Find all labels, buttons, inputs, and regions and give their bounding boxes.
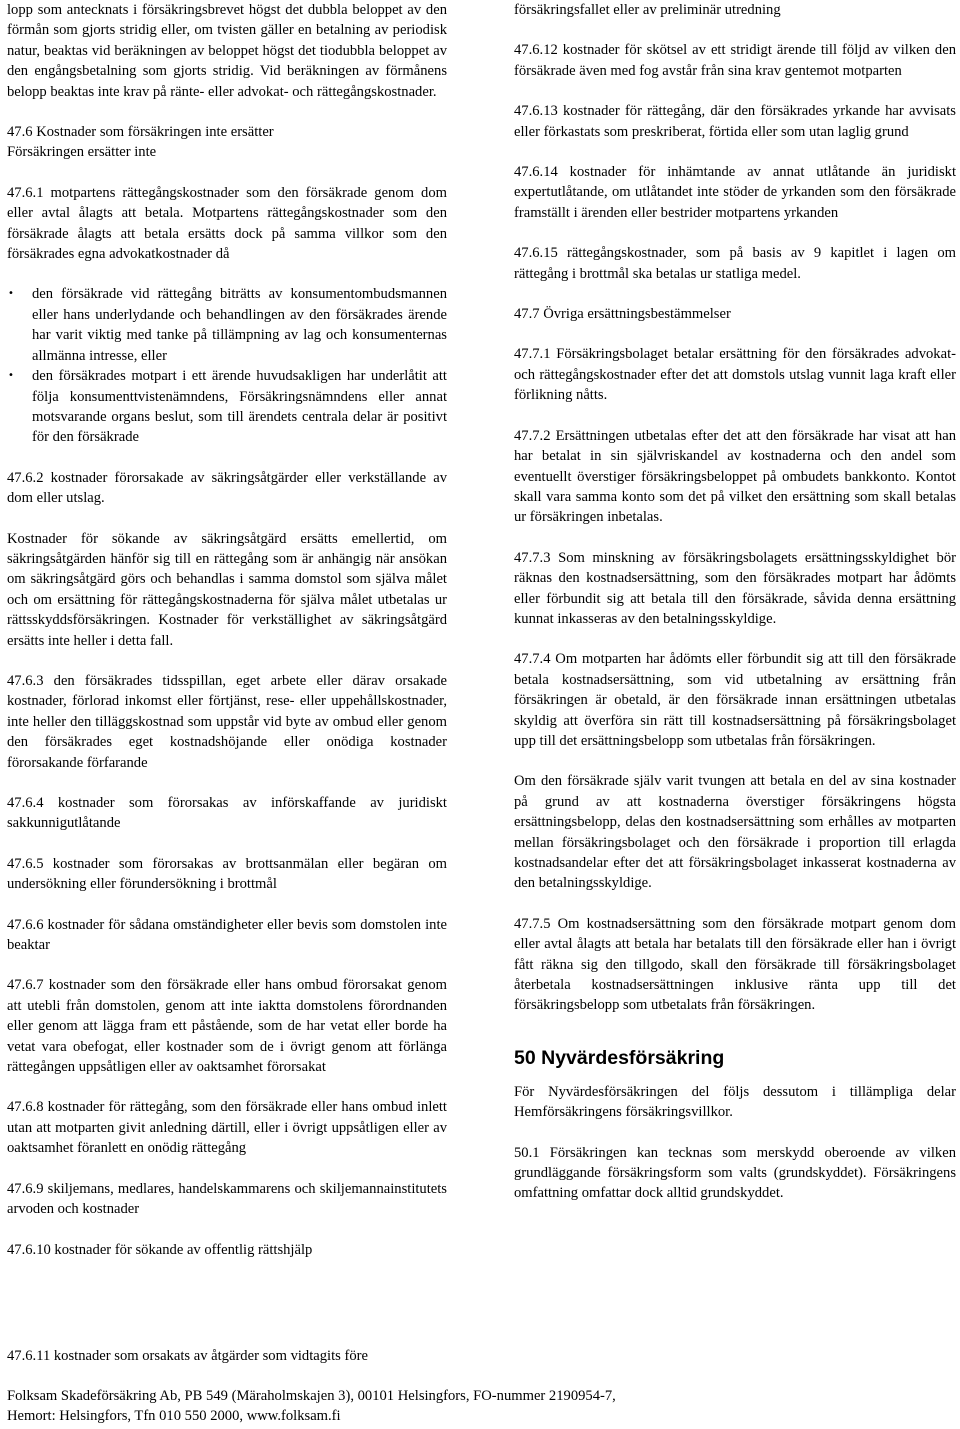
bullet-icon: • [8,370,14,382]
clause-47-6-6: 47.6.6 kostnader för sådana omständigheter eller bevis som domstolen inte beaktar [7,916,447,954]
clause-47-6-15: 47.6.15 rättegångskostnader, som på basis av 9 kapitlet i lagen om rättegång i brottmål ska betalas ur statliga medel. [514,245,956,282]
section-50-intro: För Nyvärdesförsäkringen del följs dessutom i tillämpliga delar Hemförsäkringens försäkringsvillkor. [514,1083,956,1121]
clause-47-7-2: 47.7.2 Ersättningen utbetalas efter det att den försäkrade har visat att han har betalat in sin självriskandel av kostnaderna och den andel som eventuellt överstiger försäkringsbeloppet på ombudets bankkonto. Kontot skall vara samma konto som det på vilket den ersättning som skall betalas ur försäkringen inbetalas. [514,427,956,526]
clause-47-6-10: 47.6.10 kostnader för sökande av offentlig rättshjälp [7,1241,313,1258]
page-footer [7,1386,947,1427]
clause-47-7-5: 47.7.5 Om kostnadsersättning som den försäkrade motpart genom dom eller avtal ålagts att betala har betalats till den försäkrade eller han i övrigt fått räkna sig den tillgodo, skall den försäkrade till försäkringsbolaget återbetala kostnadsersättningen inklusive ränta upp till det försäkringsbelopp som utbetalats från försäkringen. [514,915,956,1014]
footer-line-company: Folksam Skadeförsäkring Ab, PB 549 (Märaholmskajen 3), 00101 Helsingfors, FO-nummer 2190954-7, [7,1388,616,1404]
bullet-icon: • [8,288,14,300]
clause-47-7-1: 47.7.1 Försäkringsbolaget betalar ersättning för den försäkrades advokat- och rättegångskostnader efter det att domstols utslag vunnit laga kraft eller förlikning nåtts. [514,346,956,404]
clause-47-7-3: 47.7.3 Som minskning av försäkringsbolagets ersättningsskyldighet bör räknas den kostnadsersättning, som den försäkrades motpart har ådömts eller förbundit sig att betala till den försäkrade, såvida denna ersättning kunnat inkasseras av den betalningsskyldige. [514,549,956,627]
clause-47-6-13: 47.6.13 kostnader för rättegång, där den försäkrades yrkande har avvisats eller förkastats som preskriberat, förtida eller som utan laglig grund [514,103,956,140]
bullet-text: den försäkrade vid rättegång biträtts av konsumentombudsmannen eller hans underlydande och behandlingen av den försäkrades ärende har varit viktig med tanke på tillämpning av lag och konsumenternas allmänna intresse, eller [32,286,447,364]
clause-47-7-4-detail: Om den försäkrade själv varit tvungen att betala en del av sina kostnader på grund av att kostnaderna överstiger försäkringens högsta ersättningsbelopp, delas den kostnadsersättning som erhålles av motparten mellan försäkringsbolaget och den försäkrade i proportion till erlagda kostnadsandelar efter det att försäkringsbolaget inkasserat kostnaderna av den betalningsskyldige. [514,773,956,892]
clause-47-6-11-container [7,1346,447,1366]
left-column [7,0,447,1260]
clause-47-6-11: 47.6.11 kostnader som orsakats av åtgärder som vidtagits före [7,1348,368,1364]
section-heading-50: 50 Nyvärdesförsäkring [514,1046,725,1069]
clause-47-6-7: 47.6.7 kostnader som den försäkrade eller hans ombud förorsakat genom att utebli från domstolen, genom att inte iaktta domstolens förordnanden eller genom att lägga fram ett påstående, som de har vetat eller borde ha vetat vara obefogat, eller kostnader som de i övrigt genom att förlänga rättegången uppsåtligen eller av oaktsamhet förorsakat [7,977,447,1076]
clause-47-6-3: 47.6.3 den försäkrades tidsspillan, eget arbete eller därav orsakade kostnader, förlorad inkomst eller förtjänst, rese- eller uppehållskostnader, inte heller den tilläggskostnad som uppstår vid byte av ombud eller genom den försäkrades eget kostnadshöjande eller onödiga kostnader förorsakande förfarande [7,672,447,771]
clause-47-6-2-detail: Kostnader för sökande av säkringsåtgärd ersätts emellertid, om säkringsåtgärden hänför sig till en rättegång som är anhängig när ansökan om säkringsåtgärd görs och behandlas i samma domstol som själva målet och om ersättning för rättegångskostnaderna för själva målet utbetalas ur rättsskyddsförsäkringen. Kostnader för verkställighet av säkringsåtgärd ersätts inte heller i detta fall. [7,530,447,649]
subheading-not-covered: Försäkringen ersätter inte [7,144,157,161]
clause-47-6-12: 47.6.12 kostnader för skötsel av ett stridigt ärende till följd av vilken den försäkrade även med fog avstår från sina krav gentemot motparten [514,42,956,79]
heading-47-7: 47.7 Övriga ersättningsbestämmelser [514,306,731,323]
bullet-item [7,284,447,366]
clause-47-6-2: 47.6.2 kostnader förorsakade av säkringsåtgärder eller verkställande av dom eller utslag. [7,469,447,507]
paragraph-continuation: lopp som antecknats i försäkringsbrevet högst det dubbla beloppet av den förmån som gjorts stridig eller, om tvisten gäller en betalning av periodisk natur, beaktas vid beräkningen av beloppet högst det tiodubbla beloppet av den engångsbetalning som gjorts stridig. Vid beräkningen av förmånens belopp beaktas inte krav på ränte- eller advokat- och rättegångskostnader. [7,2,447,100]
clause-50-1: 50.1 Försäkringen kan tecknas som merskydd oberoende av vilken grundläggande försäkringsform som valts (grundskyddet). Försäkringens omfattning omfattar dock alltid grundskyddet. [514,1144,956,1202]
clause-47-6-9: 47.6.9 skiljemans, medlares, handelskammarens och skiljemannainstitutets arvoden och kostnader [7,1180,447,1218]
clause-47-6-4: 47.6.4 kostnader som förorsakas av införskaffande av juridiskt sakkunnigutlåtande [7,795,447,832]
clause-47-6-5: 47.6.5 kostnader som förorsakas av brottsanmälan eller begäran om undersökning eller förundersökning i brottmål [7,855,447,893]
bullet-text: den försäkrades motpart i ett ärende huvudsakligen har underlåtit att följa konsumenttvistenämndens, Försäkringsnämndens eller annat motsvarande organs beslut, som till ärendets centrala delar är positivt för den försäkrade [32,368,447,446]
paragraph-continuation: försäkringsfallet eller av preliminär utredning [514,2,781,18]
bullet-list [7,284,447,447]
right-column [514,0,956,1204]
footer-line-contact: Hemort: Helsingfors, Tfn 010 550 2000, www.folksam.fi [7,1408,341,1425]
heading-47-6: 47.6 Kostnader som försäkringen inte ersätter [7,124,274,141]
clause-47-6-1: 47.6.1 motpartens rättegångskostnader som den försäkrade genom dom eller avtal ålagts att betala. Motpartens rättegångskostnader som den försäkrade ålagts att betala ersätts dock på samma villkor som den försäkrades egna advokatkostnader då [7,184,447,263]
clause-47-6-8: 47.6.8 kostnader för rättegång, som den försäkrade eller hans ombud inlett utan att motparten givit anledning därtill, eller i övrigt uppsåtligen eller av oaktsamhet föranlett en onödig rättegång [7,1099,447,1157]
clause-47-6-14: 47.6.14 kostnader för inhämtande av annat utlåtande än juridiskt expertutlåtande, om utlåtandet inte stöder de yrkanden som den försäkrade framställt i ärenden eller bestrider motpartens yrkanden [514,164,956,221]
clause-47-7-4: 47.7.4 Om motparten har ådömts eller förbundit sig att till den försäkrade betala kostnadsersättning, som vid utbetalning av ersättning från försäkringen är obetald, är den försäkrade innan ersättningen utbetalas skyldig att överföra sin rätt till kostnadsersättning på försäkringsbolaget upp till det ersättningsbelopp som utbetalas från försäkringen. [514,651,956,749]
bullet-item [7,366,447,448]
